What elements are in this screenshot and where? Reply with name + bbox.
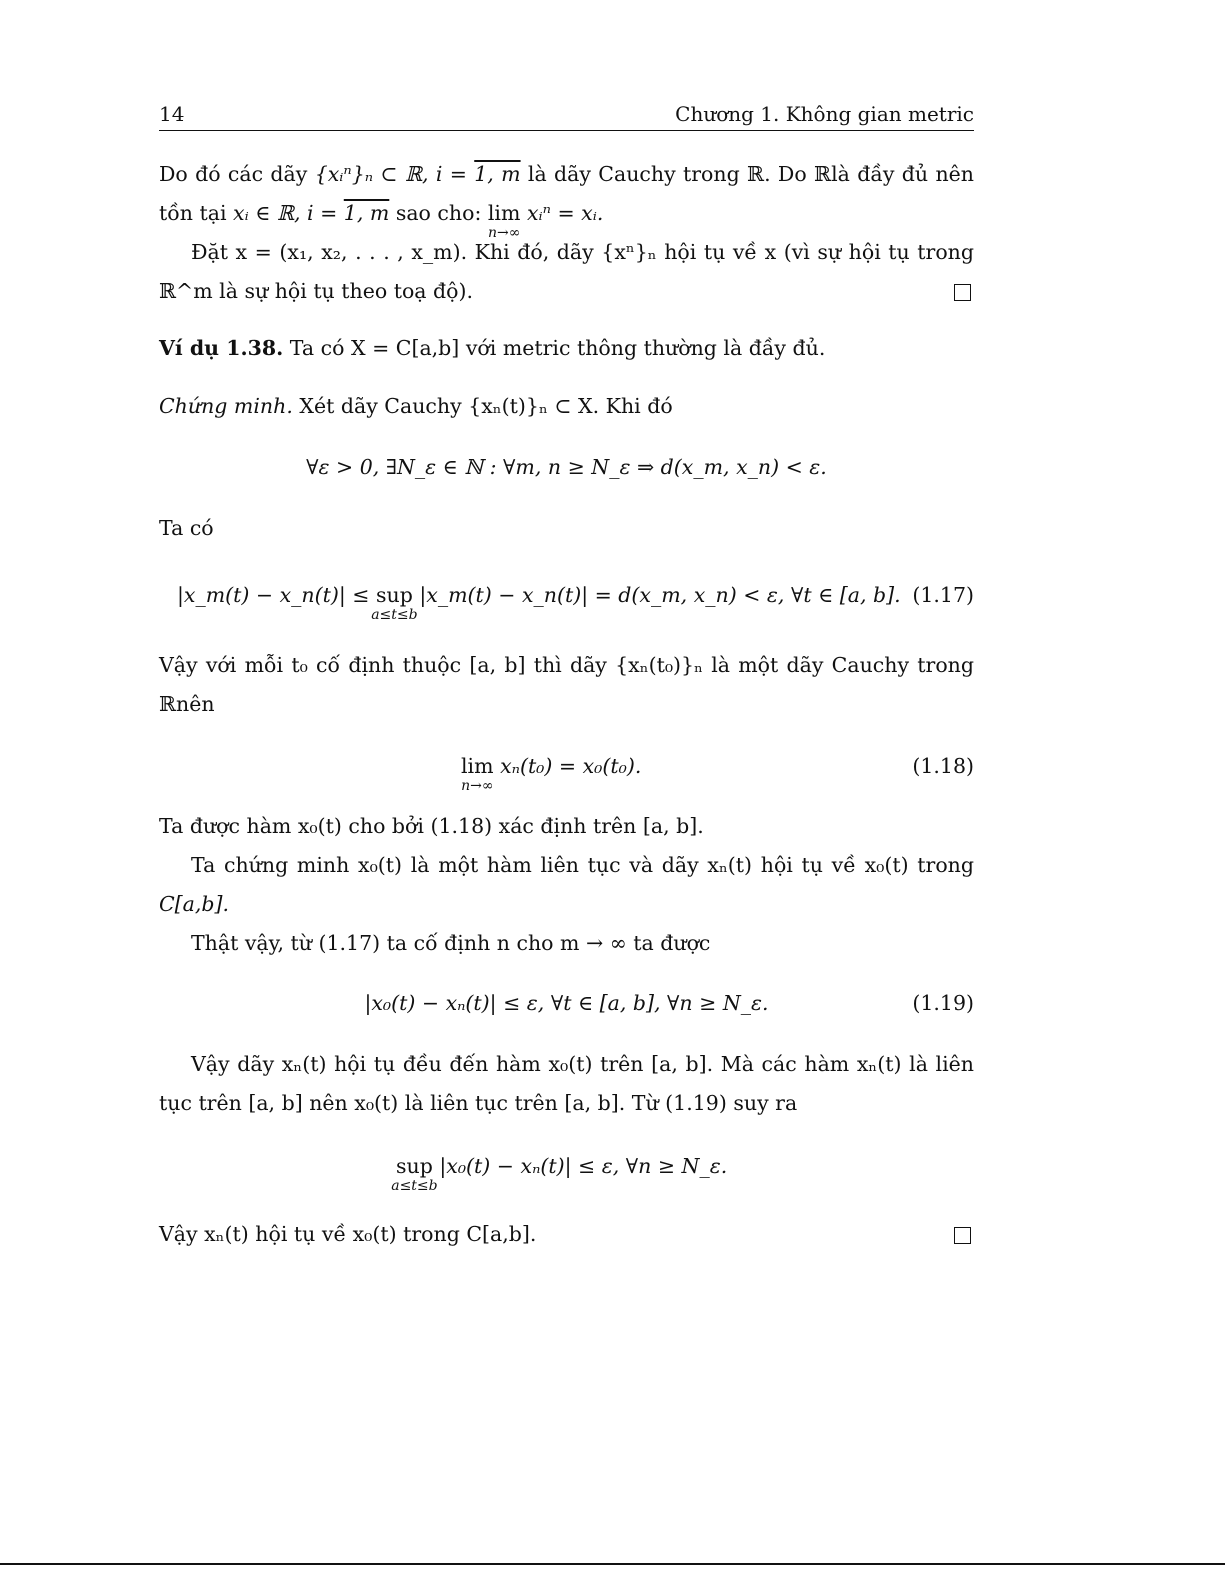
paragraph-line: tục trên [a, b] nên x₀(t) là liên tục trên [a, b]. Từ (1.19) suy ra <box>159 1091 798 1115</box>
display-equation: ∀ε > 0, ∃N_ε ∈ ℕ : ∀m, n ≥ N_ε ⇒ d(x_m, x_n) < ε. <box>306 455 827 479</box>
lim-subscript: n→∞ <box>461 778 494 794</box>
sup-word: sup <box>396 1154 433 1178</box>
paragraph-line: Đặt x = (x₁, x₂, . . . , x_m). Khi đó, dãy {xⁿ}ₙ hội tụ về x (vì sự hội tụ trong <box>191 240 974 264</box>
limit-operator <box>461 752 494 794</box>
display-equation-118 <box>461 752 761 794</box>
sup-operator <box>391 1152 438 1194</box>
math-inline: |x₀(t) − xₙ(t)| ≤ ε, ∀n ≥ N_ε. <box>432 1154 728 1178</box>
text-fragment: Do đó các dãy <box>159 162 315 186</box>
qed-square-icon <box>954 1227 971 1244</box>
sup-subscript: a≤t≤b <box>371 607 418 623</box>
example-label: Ví dụ 1.38. <box>159 336 284 360</box>
example-line <box>159 334 974 362</box>
text-fragment: tồn tại <box>159 201 234 225</box>
qed-square-icon <box>954 284 971 301</box>
proof-label: Chứng minh. <box>159 394 293 418</box>
paragraph-line: C[a,b]. <box>159 892 230 916</box>
lim-word: lim <box>487 201 521 225</box>
sup-word: sup <box>375 583 413 607</box>
math-inline: xᵢⁿ = xᵢ. <box>520 201 604 225</box>
math-inline: |x_m(t) − x_n(t)| ≤ <box>177 583 376 607</box>
paragraph-line <box>159 199 974 241</box>
page-header <box>159 100 974 131</box>
bottom-border-line <box>0 1563 1225 1565</box>
display-equation-117 <box>177 581 901 623</box>
sup-subscript: a≤t≤b <box>391 1178 438 1194</box>
paragraph-line: Vậy dãy xₙ(t) hội tụ đều đến hàm x₀(t) trên [a, b]. Mà các hàm xₙ(t) là liên <box>191 1052 974 1076</box>
proof-line <box>159 392 974 420</box>
math-inline: |x_m(t) − x_n(t)| = d(x_m, x_n) < ε, ∀t ∈ [a, b]. <box>412 583 901 607</box>
page <box>159 0 974 1585</box>
running-title: Chương 1. Không gian metric <box>675 102 974 126</box>
paragraph-line: ℝ^m là sự hội tụ theo toạ độ). <box>159 279 474 303</box>
paragraph-line: Vậy với mỗi t₀ cố định thuộc [a, b] thì dãy {xₙ(t₀)}ₙ là một dãy Cauchy trong <box>159 653 974 677</box>
text-fragment: là dãy Cauchy trong ℝ. Do ℝlà đầy đủ nên <box>520 162 974 186</box>
equation-number: (1.19) <box>912 991 974 1015</box>
limit-operator <box>487 199 521 241</box>
math-inline: {xᵢⁿ}ₙ ⊂ ℝ, i = <box>314 162 475 186</box>
lim-word: lim <box>461 754 494 778</box>
lim-subscript: n→∞ <box>487 225 521 241</box>
display-equation-119: |x₀(t) − xₙ(t)| ≤ ε, ∀t ∈ [a, b], ∀n ≥ N_ε. <box>364 991 769 1015</box>
example-text: Ta có X = C[a,b] với metric thông thường là đầy đủ. <box>283 336 826 360</box>
paragraph-line: Ta có <box>159 516 214 540</box>
display-equation-sup <box>391 1152 796 1194</box>
equation-number: (1.18) <box>912 754 974 778</box>
proof-text: Xét dãy Cauchy {xₙ(t)}ₙ ⊂ X. Khi đó <box>292 394 673 418</box>
math-inline: xₙ(t₀) = x₀(t₀). <box>493 754 642 778</box>
page-number: 14 <box>159 102 185 126</box>
paragraph-line: Thật vậy, từ (1.17) ta cố định n cho m → ∞ ta được <box>191 931 711 955</box>
paragraph-line: Ta được hàm x₀(t) cho bởi (1.18) xác định trên [a, b]. <box>159 814 704 838</box>
equation-number: (1.17) <box>912 583 974 607</box>
math-inline: xᵢ ∈ ℝ, i = <box>233 201 344 225</box>
text-fragment: sao cho: <box>389 201 488 225</box>
paragraph-line <box>159 160 974 188</box>
paragraph-line: Vậy xₙ(t) hội tụ về x₀(t) trong C[a,b]. <box>159 1222 537 1246</box>
math-overline: 1, m <box>474 162 521 186</box>
sup-operator <box>371 581 418 623</box>
paragraph-line: ℝnên <box>159 692 215 716</box>
math-overline: 1, m <box>343 201 390 225</box>
paragraph-line: Ta chứng minh x₀(t) là một hàm liên tục và dãy xₙ(t) hội tụ về x₀(t) trong <box>191 853 974 877</box>
